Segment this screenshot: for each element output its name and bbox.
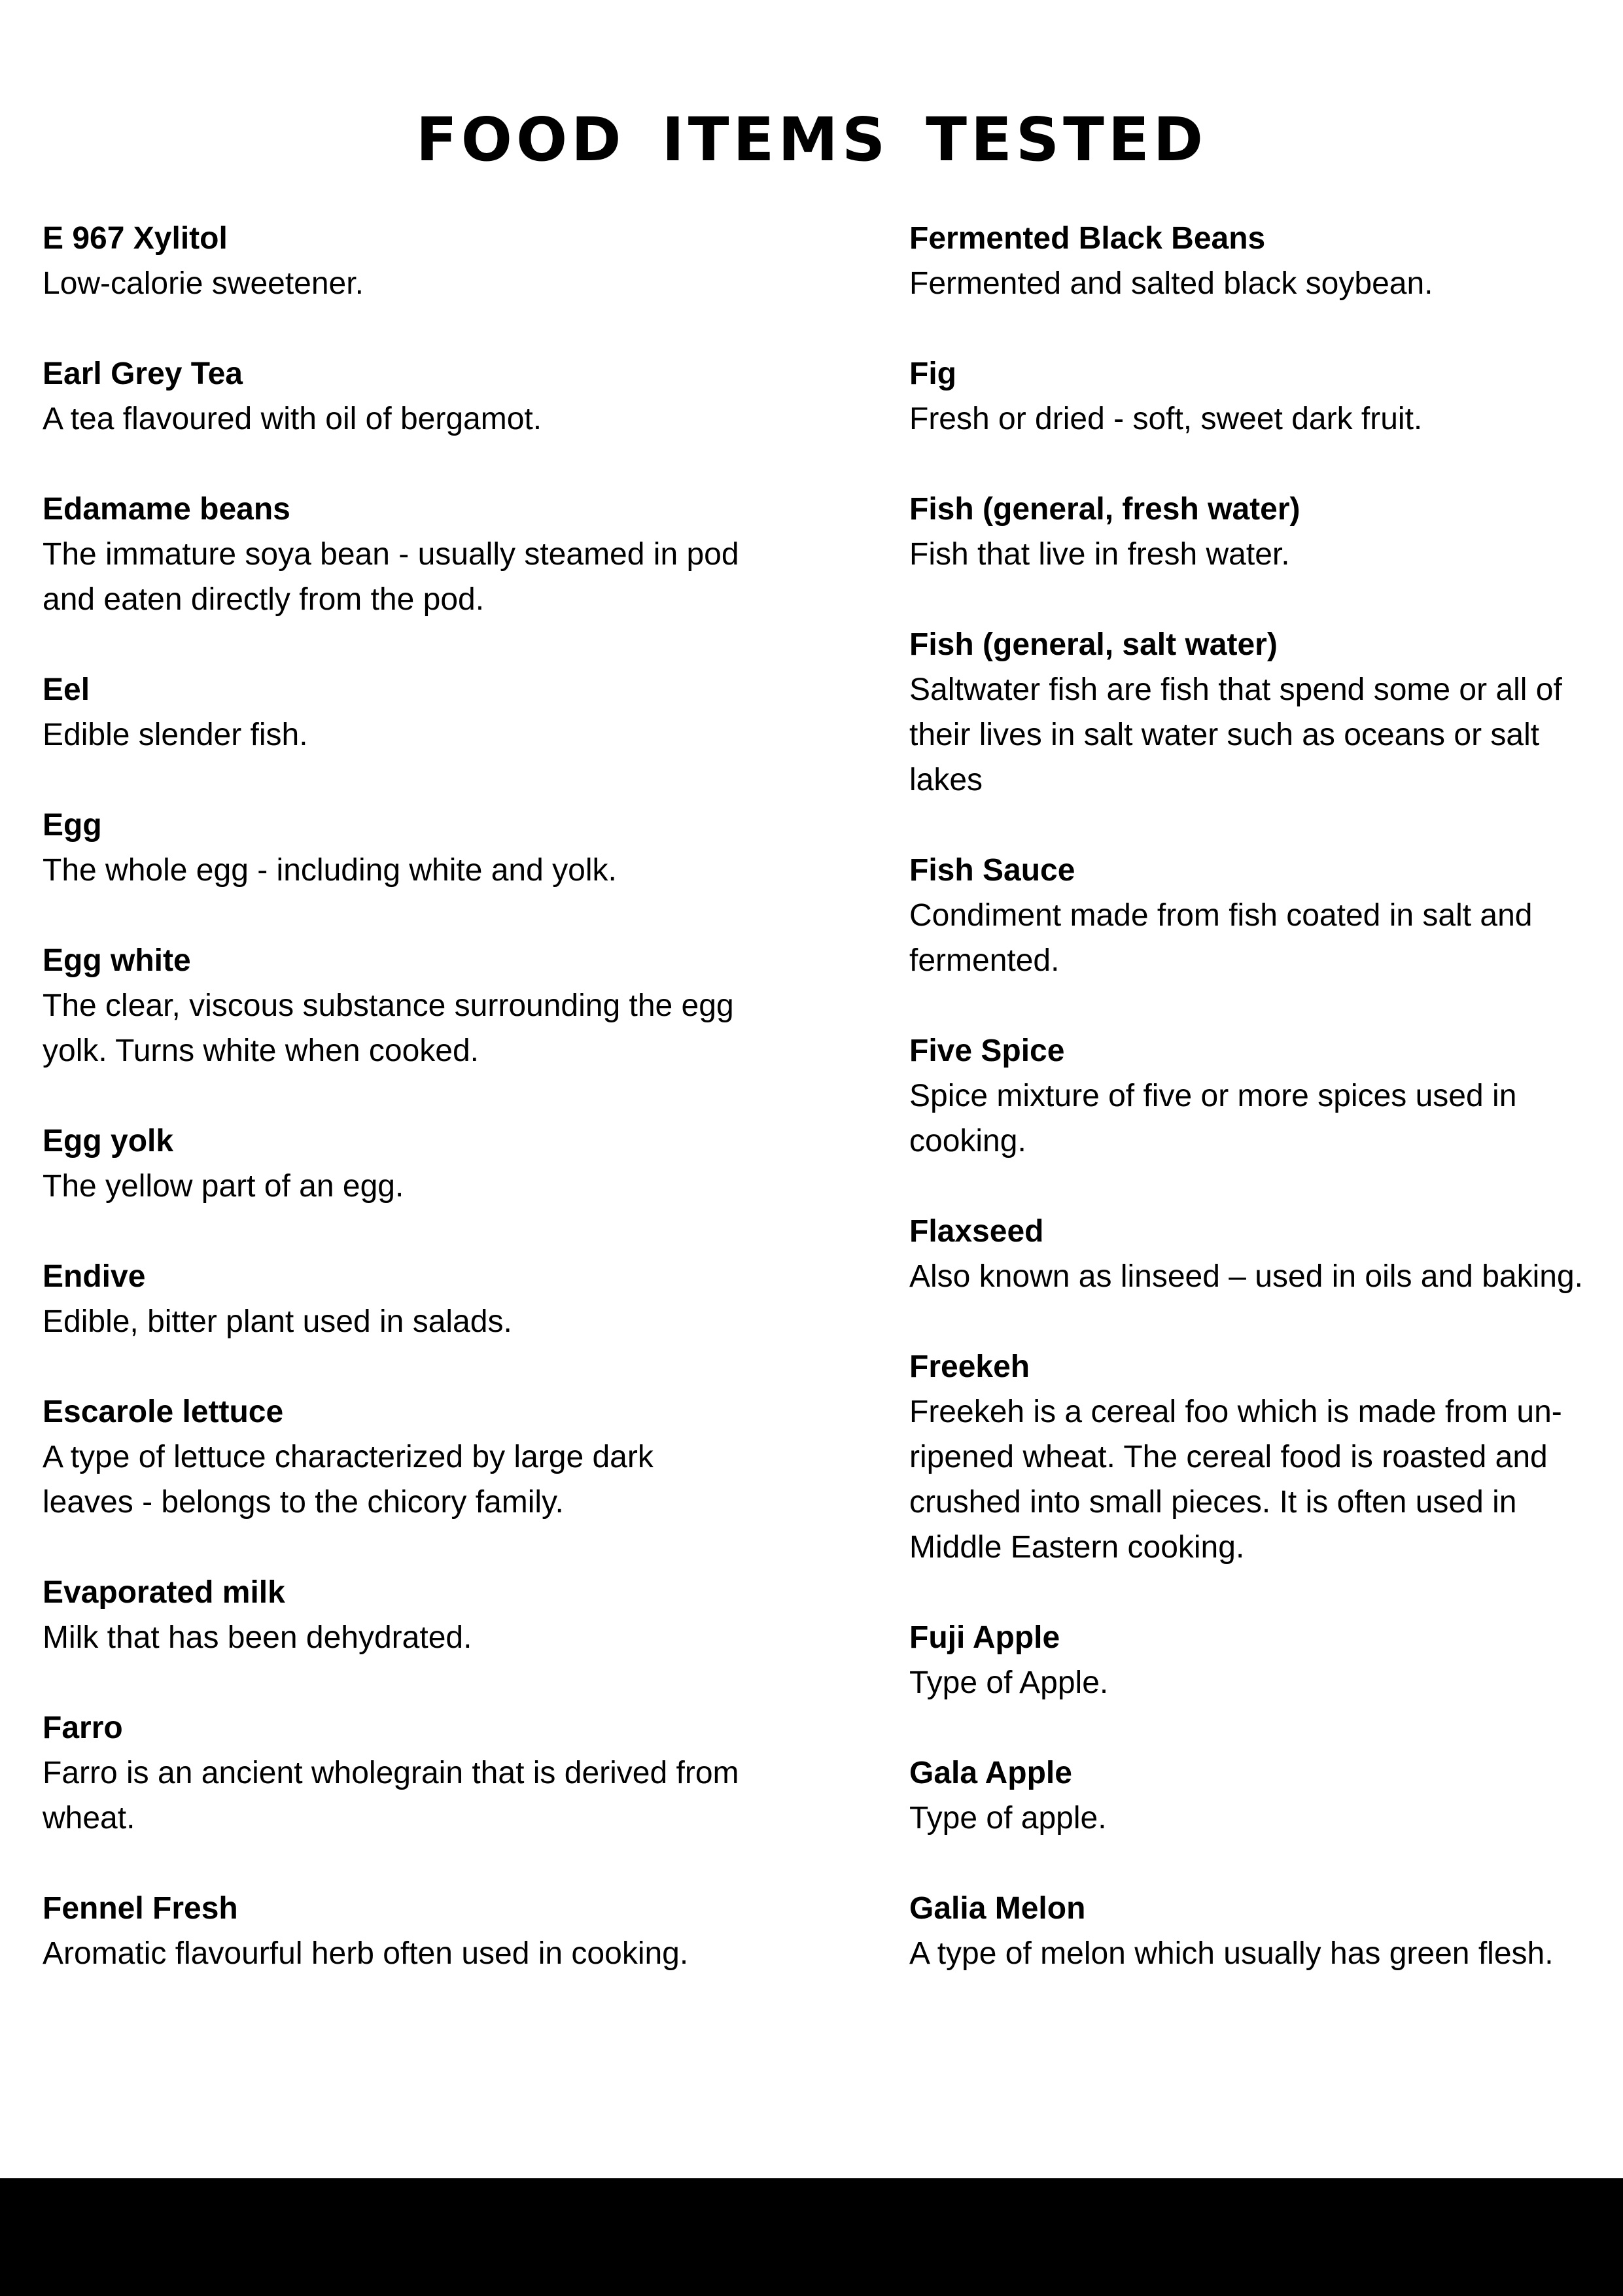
- food-name: Edamame beans: [43, 492, 290, 527]
- food-entry: [43, 216, 749, 306]
- footer-bar: [0, 2178, 1623, 2296]
- food-entry: [43, 667, 749, 757]
- food-description: Low-calorie sweetener.: [43, 266, 364, 301]
- food-name: Fig: [909, 357, 956, 391]
- food-entry: [909, 1615, 1603, 1705]
- food-description: Aromatic flavourful herb often used in cooking.: [43, 1936, 689, 1971]
- food-entry: [43, 803, 749, 893]
- food-name: Egg white: [43, 943, 191, 978]
- food-description: Condiment made from fish coated in salt and fermented.: [909, 898, 1533, 978]
- food-name: Five Spice: [909, 1034, 1065, 1068]
- food-name: Farro: [43, 1711, 123, 1745]
- food-name: Gala Apple: [909, 1756, 1072, 1790]
- food-name: Earl Grey Tea: [43, 357, 243, 391]
- food-description: A tea flavoured with oil of bergamot.: [43, 402, 542, 436]
- food-entry: [909, 1344, 1603, 1570]
- food-description: Edible, bitter plant used in salads.: [43, 1304, 512, 1339]
- food-name: Eel: [43, 672, 90, 707]
- food-name: Fish (general, fresh water): [909, 492, 1300, 527]
- food-name: Egg yolk: [43, 1124, 174, 1158]
- food-entry: [909, 622, 1603, 803]
- food-description: Freekeh is a cereal foo which is made from un-ripened wheat. The cereal food is roasted and crushed into small pieces. It is often used in Middle Eastern cooking.: [909, 1395, 1562, 1565]
- food-name: Flaxseed: [909, 1214, 1044, 1249]
- food-description: The whole egg - including white and yolk.: [43, 853, 617, 888]
- food-description: Fermented and salted black soybean.: [909, 266, 1433, 301]
- food-description: A type of melon which usually has green flesh.: [909, 1936, 1554, 1971]
- food-entry: [43, 1705, 749, 1841]
- food-name: Fuji Apple: [909, 1620, 1060, 1655]
- left-column: [43, 216, 749, 2021]
- food-entry: [909, 1028, 1603, 1164]
- food-name: Fish Sauce: [909, 853, 1075, 888]
- food-name: Egg: [43, 808, 102, 843]
- food-entry: [909, 216, 1603, 306]
- food-description: Farro is an ancient wholegrain that is derived from wheat.: [43, 1756, 739, 1835]
- food-entry: [909, 487, 1603, 577]
- food-entry: [909, 848, 1603, 983]
- food-name: Fennel Fresh: [43, 1891, 238, 1926]
- food-description: The clear, viscous substance surrounding the egg yolk. Turns white when cooked.: [43, 988, 734, 1068]
- food-description: The immature soya bean - usually steamed in pod and eaten directly from the pod.: [43, 537, 739, 617]
- food-description: Type of apple.: [909, 1801, 1107, 1835]
- food-entry: [43, 1389, 749, 1525]
- food-description: Spice mixture of five or more spices used in cooking.: [909, 1079, 1517, 1158]
- food-description: Fish that live in fresh water.: [909, 537, 1290, 572]
- food-entry: [43, 351, 749, 442]
- food-entry: [909, 351, 1603, 442]
- food-entry: [909, 1209, 1603, 1299]
- food-name: Evaporated milk: [43, 1575, 285, 1610]
- right-column: [909, 216, 1603, 2021]
- food-entry: [909, 1750, 1603, 1841]
- food-name: Escarole lettuce: [43, 1395, 284, 1429]
- food-description: Also known as linseed – used in oils and baking.: [909, 1259, 1583, 1294]
- food-description: Saltwater fish are fish that spend some or all of their lives in salt water such as oceans or salt lakes: [909, 672, 1562, 797]
- food-name: Galia Melon: [909, 1891, 1086, 1926]
- food-entry: [43, 1886, 749, 1976]
- food-entry: [909, 1886, 1603, 1976]
- food-name: Fermented Black Beans: [909, 221, 1266, 256]
- food-description: Edible slender fish.: [43, 718, 308, 752]
- food-entry: [43, 487, 749, 622]
- food-description: Type of Apple.: [909, 1665, 1109, 1700]
- food-description: A type of lettuce characterized by large dark leaves - belongs to the chicory family.: [43, 1440, 654, 1520]
- food-entry: [43, 1254, 749, 1344]
- food-description: Fresh or dried - soft, sweet dark fruit.: [909, 402, 1423, 436]
- food-entry: [43, 1570, 749, 1660]
- food-description: The yellow part of an egg.: [43, 1169, 404, 1204]
- food-entry: [43, 938, 749, 1073]
- food-name: Fish (general, salt water): [909, 627, 1278, 662]
- page-title: FOOD ITEMS TESTED: [415, 104, 1208, 175]
- food-name: E 967 Xylitol: [43, 221, 228, 256]
- food-entry: [43, 1119, 749, 1209]
- food-name: Freekeh: [909, 1349, 1030, 1384]
- food-description: Milk that has been dehydrated.: [43, 1620, 472, 1655]
- food-name: Endive: [43, 1259, 146, 1294]
